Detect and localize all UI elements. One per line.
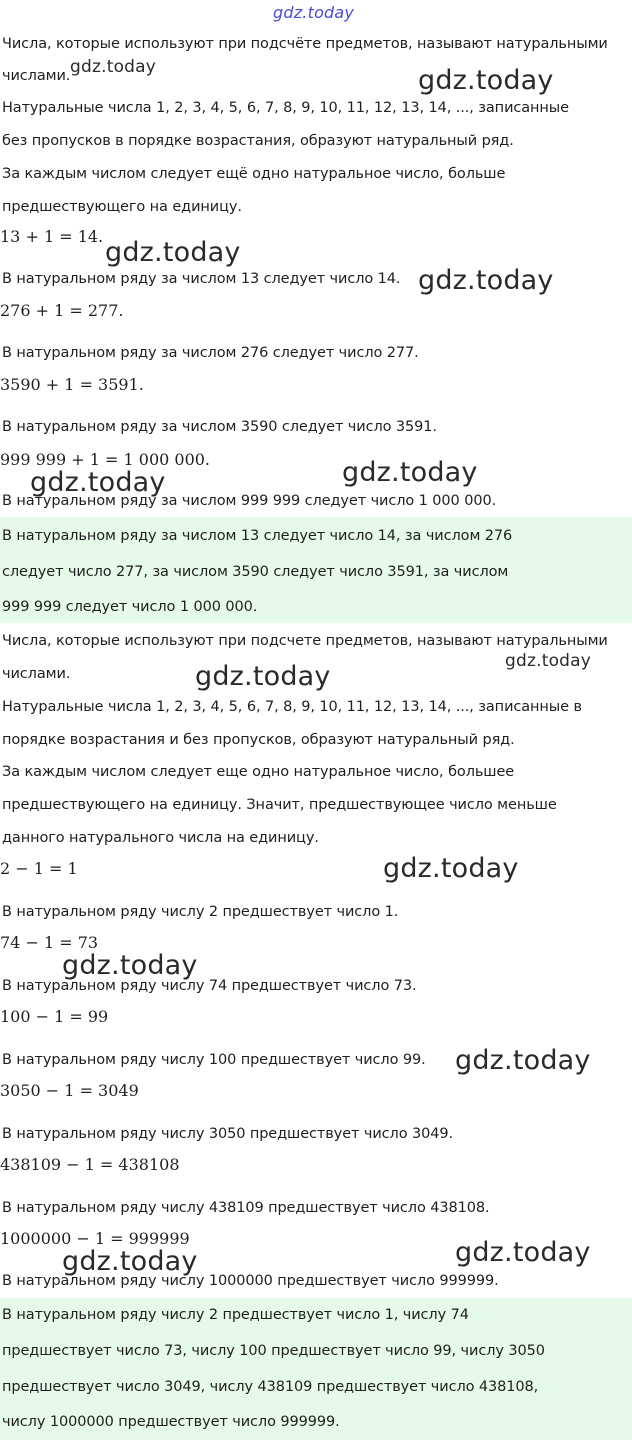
watermark: gdz.today bbox=[383, 853, 519, 884]
paragraph-5-line-1: Натуральные числа 1, 2, 3, 4, 5, 6, 7, 8, 9, 10, 11, 12, 13, 14, ..., записанные в bbox=[2, 699, 582, 715]
watermark: gdz.today bbox=[30, 467, 166, 498]
paragraph-4-line-1: Числа, которые используют при подсчете предметов, называют натуральными bbox=[2, 633, 608, 649]
paragraph-3-line-1: За каждым числом следует ещё одно натуральное число, больше bbox=[2, 166, 506, 182]
watermark: gdz.today bbox=[105, 237, 241, 268]
watermark: gdz.today bbox=[455, 1237, 591, 1268]
answer-2-line-2: предшествует число 73, числу 100 предшествует число 99, числу 3050 bbox=[2, 1343, 545, 1359]
watermark: gdz.today bbox=[195, 661, 331, 692]
equation-2: 276 + 1 = 277. bbox=[0, 301, 124, 320]
equation-6: 74 − 1 = 73 bbox=[0, 933, 99, 952]
paragraph-6-line-1: За каждым числом следует еще одно натуральное число, большее bbox=[2, 764, 515, 780]
statement-8: В натуральном ряду числу 3050 предшествует число 3049. bbox=[2, 1126, 453, 1142]
watermark: gdz.today bbox=[455, 1045, 591, 1076]
watermark-top: gdz.today bbox=[273, 3, 355, 22]
watermark: gdz.today bbox=[62, 950, 198, 981]
statement-4: В натуральном ряду за числом 999 999 следует число 1 000 000. bbox=[2, 493, 497, 509]
paragraph-5-line-2: порядке возрастания и без пропусков, образуют натуральный ряд. bbox=[2, 732, 515, 748]
equation-4: 999 999 + 1 = 1 000 000. bbox=[0, 450, 211, 469]
answer-1-line-3: 999 999 следует число 1 000 000. bbox=[2, 599, 258, 615]
statement-5: В натуральном ряду числу 2 предшествует число 1. bbox=[2, 904, 399, 920]
equation-10: 1000000 − 1 = 999999 bbox=[0, 1229, 190, 1248]
paragraph-4-line-2: числами. bbox=[2, 666, 71, 682]
paragraph-2-line-2: без пропусков в порядке возрастания, образуют натуральный ряд. bbox=[2, 133, 514, 149]
watermark: gdz.today bbox=[418, 265, 554, 296]
watermark: gdz.today bbox=[418, 65, 554, 96]
equation-9: 438109 − 1 = 438108 bbox=[0, 1155, 180, 1174]
statement-7: В натуральном ряду числу 100 предшествует число 99. bbox=[2, 1052, 426, 1068]
statement-10: В натуральном ряду числу 1000000 предшествует число 999999. bbox=[2, 1273, 499, 1289]
paragraph-1-line-1: Числа, которые используют при подсчёте предметов, называют натуральными bbox=[2, 36, 608, 52]
statement-9: В натуральном ряду числу 438109 предшествует число 438108. bbox=[2, 1200, 490, 1216]
equation-8: 3050 − 1 = 3049 bbox=[0, 1081, 139, 1100]
paragraph-1-line-2: числами. bbox=[2, 68, 71, 84]
answer-1-line-1: В натуральном ряду за числом 13 следует число 14, за числом 276 bbox=[2, 528, 513, 544]
paragraph-3-line-2: предшествующего на единицу. bbox=[2, 199, 242, 215]
paragraph-6-line-3: данного натурального числа на единицу. bbox=[2, 830, 319, 846]
watermark: gdz.today bbox=[70, 57, 157, 77]
paragraph-6-line-2: предшествующего на единицу. Значит, предшествующее число меньше bbox=[2, 797, 557, 813]
answer-2-line-1: В натуральном ряду числу 2 предшествует число 1, числу 74 bbox=[2, 1307, 469, 1323]
paragraph-2-line-1: Натуральные числа 1, 2, 3, 4, 5, 6, 7, 8, 9, 10, 11, 12, 13, 14, ..., записанные bbox=[2, 100, 569, 116]
answer-2-line-3: предшествует число 3049, числу 438109 предшествует число 438108, bbox=[2, 1379, 539, 1395]
equation-7: 100 − 1 = 99 bbox=[0, 1007, 109, 1026]
equation-5: 2 − 1 = 1 bbox=[0, 859, 78, 878]
answer-1-line-2: следует число 277, за числом 3590 следует число 3591, за числом bbox=[2, 564, 509, 580]
answer-2-line-4: числу 1000000 предшествует число 999999. bbox=[2, 1414, 340, 1430]
statement-3: В натуральном ряду за числом 3590 следует число 3591. bbox=[2, 419, 437, 435]
statement-2: В натуральном ряду за числом 276 следует число 277. bbox=[2, 345, 419, 361]
watermark: gdz.today bbox=[62, 1246, 198, 1277]
equation-1: 13 + 1 = 14. bbox=[0, 227, 104, 246]
statement-6: В натуральном ряду числу 74 предшествует число 73. bbox=[2, 978, 417, 994]
statement-1: В натуральном ряду за числом 13 следует число 14. bbox=[2, 271, 401, 287]
watermark: gdz.today bbox=[342, 457, 478, 488]
watermark: gdz.today bbox=[505, 651, 592, 671]
equation-3: 3590 + 1 = 3591. bbox=[0, 375, 144, 394]
